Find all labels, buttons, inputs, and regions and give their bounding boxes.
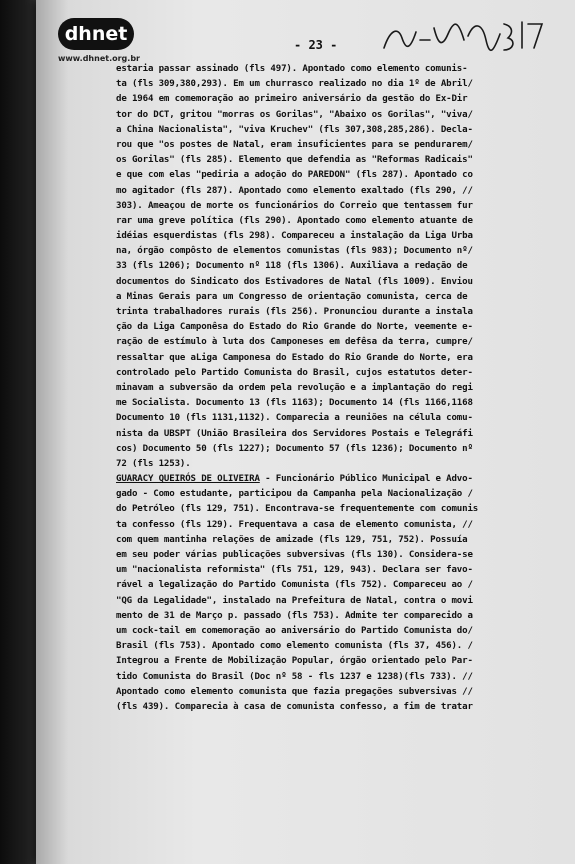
text-line: um "nacionalista reformista" (fls 751, 129, 943). Declara ser favo- bbox=[116, 565, 473, 576]
text-line: ração de estímulo à luta dos Camponeses em defêsa da terra, cumpre/ bbox=[116, 337, 473, 348]
text-line: "QG da Legalidade", instalado na Prefeitura de Natal, contra o movi bbox=[116, 595, 473, 606]
text-line: ta confesso (fls 129). Frequentava a casa de elemento comunista, // bbox=[116, 519, 473, 530]
text-line: (fls 439). Comparecia à casa de comunista confesso, a fim de tratar bbox=[116, 701, 473, 712]
paragraph-2-lines bbox=[116, 487, 575, 715]
paragraph-1 bbox=[116, 62, 575, 472]
paragraph-2-heading-line bbox=[116, 472, 575, 487]
text-line: Documento 10 (fls 1131,1132). Comparecia a reuniões na célula comu- bbox=[116, 413, 473, 424]
text-line: os Gorilas" (fls 285). Elemento que defendia as "Reformas Radicais" bbox=[116, 155, 473, 166]
text-line: Brasil (fls 753). Apontado como elemento comunista (fls 37, 456). / bbox=[116, 641, 473, 652]
text-line: de 1964 em comemoração ao primeiro aniversário da gestão do Ex-Dir bbox=[116, 94, 468, 105]
text-line: tido Comunista do Brasil (Doc nº 58 - fls 1237 e 1238)(fls 733). // bbox=[116, 671, 473, 682]
text-line: cos) Documento 50 (fls 1227); Documento 57 (fls 1236); Documento nº bbox=[116, 443, 473, 454]
text-line: estaria passar assinado (fls 497). Apontado como elemento comunis- bbox=[116, 64, 468, 74]
text-line: trinta trabalhadores rurais (fls 256). Pronunciou durante a instala bbox=[116, 307, 473, 317]
text-line: com quem mantinha relações de amizade (fls 129, 751, 752). Possuía bbox=[116, 534, 468, 545]
logo-url: www.dhnet.org.br bbox=[58, 54, 140, 63]
text-line: tor do DCT, gritou "morras os Gorilas", "Abaixo os Gorilas", "viva/ bbox=[116, 109, 473, 120]
document-page bbox=[36, 0, 575, 864]
text-line: a China Nacionalista", "viva Kruchev" (fls 307,308,285,286). Decla- bbox=[116, 124, 473, 135]
text-line: Integrou a Frente de Mobilização Popular, órgão orientado pelo Par- bbox=[116, 656, 473, 667]
text-line: rou que "os postes de Natal, eram insuficientes para se pendurarem/ bbox=[116, 139, 473, 150]
text-line: mento de 31 de Março p. passado (fls 753). Admite ter comparecido a bbox=[116, 610, 473, 621]
text-line: mo agitador (fls 287). Apontado como elemento exaltado (fls 290, // bbox=[116, 185, 473, 196]
page-number: - 23 - bbox=[294, 38, 338, 52]
text-line: em seu poder várias publicações subversivas (fls 130). Considera-se bbox=[116, 550, 473, 560]
text-line: Apontado como elemento comunista que fazia pregações subversivas // bbox=[116, 686, 473, 697]
text-line: controlado pelo Partido Comunista do Brasil, cujos estatutos deter- bbox=[116, 367, 473, 378]
text-line: ção da Liga Camponêsa do Estado do Rio Grande do Norte, veemente e- bbox=[116, 322, 473, 333]
text-line: ta (fls 309,380,293). Em um churrasco realizado no dia 1º de Abril/ bbox=[116, 79, 473, 90]
person-name: GUARACY QUEIRÓS DE OLIVEIRA bbox=[116, 474, 260, 485]
paragraph-2 bbox=[116, 472, 575, 715]
text-line: me Socialista. Documento 13 (fls 1163); Documento 14 (fls 1166,1168 bbox=[116, 398, 473, 409]
text-line: a Minas Gerais para um Congresso de orientação comunista, cerca de bbox=[116, 291, 468, 302]
text-line: rável a legalização do Partido Comunista (fls 752). Compareceu ao / bbox=[116, 580, 473, 591]
text-line: gado - Como estudante, participou da Campanha pela Nacionalização / bbox=[116, 489, 473, 500]
text-line: um cock-tail em comemoração ao aniversário do Partido Comunista do/ bbox=[116, 625, 473, 636]
text-line: rar uma greve política (fls 290). Apontado como elemento atuante de bbox=[116, 215, 473, 226]
text-line: 72 (fls 1253). bbox=[116, 458, 191, 469]
text-line: ressaltar que aLiga Camponesa do Estado do Rio Grande do Norte, era bbox=[116, 352, 473, 363]
handwritten-annotation bbox=[376, 10, 575, 60]
text-line: 303). Ameaçou de morte os funcionários do Correio que tentassem fur bbox=[116, 200, 473, 211]
text-line: na, órgão compôsto de elementos comunistas (fls 983); Documento nº/ bbox=[116, 246, 473, 257]
document-body bbox=[116, 62, 575, 715]
text-line: minavam a subversão da ordem pela revolução e a implantação do regi bbox=[116, 382, 473, 393]
text-line: documentos do Sindicato dos Estivadores de Natal (fls 1009). Enviou bbox=[116, 276, 473, 287]
text-line: 33 (fls 1206); Documento nº 118 (fls 1306). Auxiliava a redação de bbox=[116, 261, 468, 272]
text-line: nista da UBSPT (União Brasileira dos Servidores Postais e Telegráfi bbox=[116, 428, 473, 439]
logo-text: dhnet bbox=[58, 18, 134, 50]
text-line: idéias esquerdistas (fls 298). Compareceu a instalação da Liga Urba bbox=[116, 231, 473, 242]
person-description: - Funcionário Público Municipal e Advo- bbox=[259, 474, 473, 485]
text-line: do Petróleo (fls 129, 751). Encontrava-se frequentemente com comunis bbox=[116, 504, 479, 515]
text-line: e que com elas "pediria a adoção do PAREDON" (fls 287). Apontado co bbox=[116, 170, 473, 181]
